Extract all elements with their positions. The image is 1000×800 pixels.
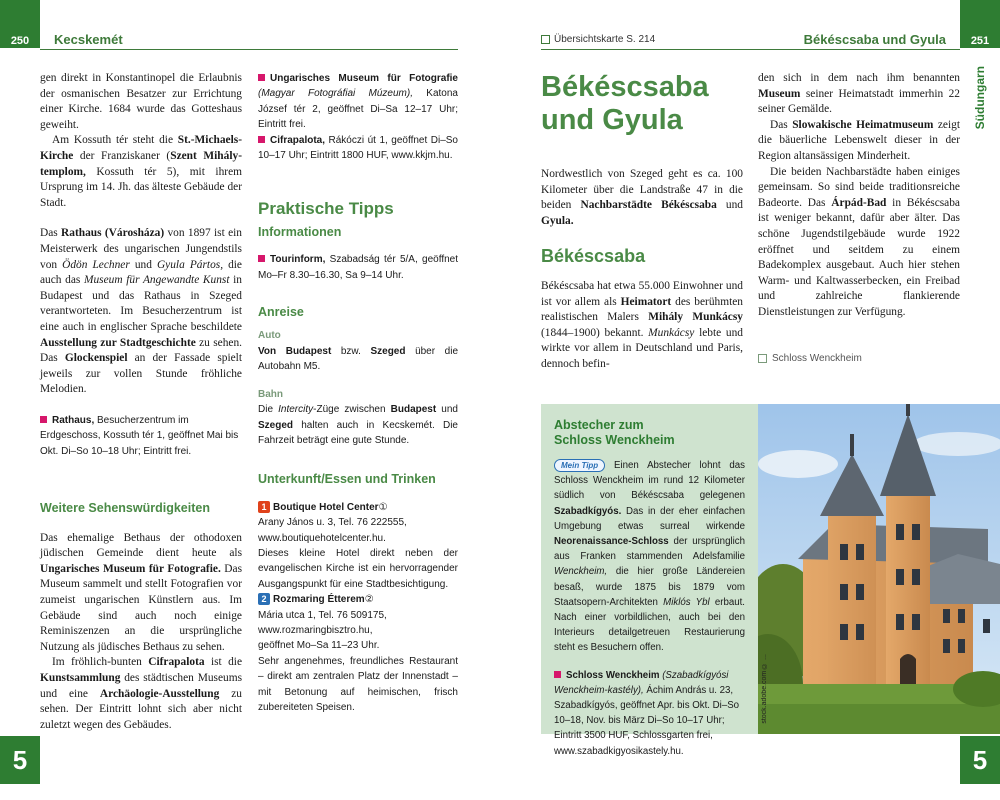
left-column-2 — [258, 71, 458, 715]
hotel-description: Dieses kleine Hotel direkt neben der evangelischen Kirche ist ein hervorragender Ausgangspunkt für eine Stadtbesichtigung. — [258, 547, 458, 590]
left-column-1 — [40, 71, 242, 733]
right-column-1 — [541, 71, 743, 373]
paragraph: Das Slowakische Heimatmuseum zeigt die bäuerliche Lebenswelt dieser in der Region altansässigen Minderheit. — [758, 118, 960, 162]
chapter-number: 5 — [12, 744, 28, 775]
heading-bekescsaba: Békéscsaba — [541, 246, 646, 267]
heading-weitere: Weitere Sehenswürdigkeiten — [40, 501, 210, 516]
info-cifra: Cifrapalota, Rákóczi út 1, geöffnet Di–So 10–17 Uhr; Eintritt 1800 HUF, www.kkjm.hu. — [258, 134, 458, 162]
bullet-icon — [554, 671, 561, 678]
right-column-2 — [758, 71, 960, 366]
paragraph: Die beiden Nachbarstädte haben einiges gemeinsam. So sind beide traditionsreiche Badeorte. Das Árpád-Bad in Békéscsaba ist weniger bekannt, dafür aber älter. Das schöne Jugendstilgebäude wurde 1922 eröffnet und seitdem zu einem Badekomplex ausgebaut. Auch hier stehen Warm- und Kaltwasserbecken, ein Freibad und zahlreiche flankierende Dienstleistungen zur Verfügung. — [758, 165, 960, 318]
heading-unterkunft: Unterkunft/Essen und Trinken — [258, 472, 436, 487]
tip-text: Mein Tipp Einen Abstecher lohnt das Schloss Wenckheim im rund 12 Kilometer südlich von Békéscsaba gelegenen Szabadkígyós. Das in der eher einfachen Umgebung etwas surreal wirkende Neorenaissance-Schloss der ursprünglich aus Franken stammenden Adelsfamilie Wenckheim, die hier große Ländereien besaß, wurde 1875 bis 1879 vom Staatsopern-Architekten Miklós Ybl erbaut. Nach einer vorbildlichen, auch bei den Interieurs detailgetreuen Restaurierung steht es Besuchern offen. — [554, 460, 745, 654]
bullet-icon — [258, 74, 265, 81]
map-icon — [541, 35, 550, 44]
hotel-name: Boutique Hotel Center — [273, 501, 379, 513]
opening-hours: geöffnet Mo–Sa 11–23 Uhr. — [258, 640, 380, 652]
website-link[interactable]: www.rozmaringbisztro.hu, — [258, 624, 373, 636]
heading-praktische-tipps: Praktische Tipps — [258, 199, 394, 219]
paragraph: Békéscsaba hat etwa 55.000 Einwohner und ist vor allem als Heimatort des berühmten realistischen Malers Mihály Munkácsy (1844–1900) bekannt. Munkácsy lebte und wirkte vor allem in Deutschland und Paris, dennoch befin- — [541, 279, 743, 370]
photo-caption — [758, 351, 960, 367]
castle-illustration — [758, 404, 1000, 734]
page-title — [541, 71, 743, 137]
paragraph: Am Kossuth tér steht die St.-Michaels-Kirche der Franziskaner (Szent Mihály-templom, Kossuth tér 5), mit ihrem Ursprung im 14. Jh. das älteste Gebäude der Stadt. — [40, 134, 242, 209]
map-marker-1: 1 — [258, 501, 270, 513]
info-rathaus: Rathaus, Besucherzentrum im Erdgeschoss, Kossuth tér 1, geöffnet Mai bis Okt. Di–So 10–18 Uhr; Eintritt frei. — [40, 414, 239, 457]
tip-title-line-1: Abstecher zum — [554, 418, 644, 432]
caption-text: Schloss Wenckheim — [772, 352, 862, 364]
header-rule-left — [40, 49, 458, 50]
bullet-icon — [40, 416, 47, 423]
region-side-tab — [960, 48, 1000, 148]
running-head-left: Kecskemét — [54, 32, 123, 47]
restaurant-name: Rozmaring Étterem — [273, 594, 365, 606]
info-tourinform: Tourinform, Szabadság tér 5/A, geöffnet Mo–Fr 8.30–16.30, Sa 9–14 Uhr. — [258, 254, 458, 281]
heading-informationen: Informationen — [258, 224, 342, 239]
chapter-tab-right — [960, 736, 1000, 784]
bullet-icon — [258, 136, 265, 143]
tip-info: Schloss Wenckheim (Szabadkígyósi Wenckheim-kastély), Áchim András u. 23, Szabadkígyós, geöffnet Apr. bis Okt. Di–So 10–18, Nov. bis März Di–So 10–17 Uhr; Eintritt 3500 HUF, Schlossgarten frei, www.szabadkigyosikastely.hu. — [554, 669, 740, 757]
title-line-2: und Gyula — [541, 104, 683, 136]
website-link[interactable]: www.boutiquehotelcenter.hu. — [258, 532, 386, 544]
photo-credit: stock.adobe.com © ... — [761, 654, 768, 724]
paragraph: gen direkt in Konstantinopel die Erlaubnis der osmanischen Besatzer zur Errichtung einer Kirche. 1684 wurde das Gotteshaus geweiht. — [40, 72, 242, 131]
info-museum: Ungarisches Museum für Fotografie (Magyar Fotográfiai Múzeum), Katona József tér 2, geöffnet Di–Sa 12–17 Uhr; Eintritt frei. — [258, 73, 458, 131]
map-marker-2: 2 — [258, 593, 270, 605]
heading-anreise: Anreise — [258, 305, 304, 320]
map-reference-link[interactable] — [541, 34, 655, 45]
mein-tipp-badge: Mein Tipp — [554, 459, 605, 472]
chapter-number: 5 — [972, 744, 988, 775]
paragraph: Das ehemalige Bethaus der othodoxen jüdischen Gemeinde dient heute als Ungarisches Museum für Fotografie. Das Museum sammelt und stellt Fotografien vor zumeist ungarischen Künstlern aus. Im Gebäude sind auch noch einige Reminiszenzen an die ursprüngliche Nutzung als jüdisches Bethaus zu sehen. — [40, 531, 243, 653]
page-number-left — [0, 0, 40, 48]
map-reference-text: Übersichtskarte S. 214 — [554, 34, 656, 45]
paragraph: den sich in dem nach ihm benannten Museum seiner Heimatstadt immerhin 22 seiner Gemälde. — [758, 72, 960, 116]
running-head-right: Békéscsaba und Gyula — [803, 32, 946, 47]
region-label: Südungarn — [973, 66, 987, 130]
header-rule-right — [541, 49, 960, 50]
photo-pointer-icon — [758, 354, 767, 363]
title-line-1: Békéscsaba — [541, 71, 709, 103]
page-number-right — [960, 0, 1000, 48]
label-bahn: Bahn — [258, 388, 283, 400]
label-auto: Auto — [258, 330, 281, 342]
price-marker: ② — [364, 594, 374, 606]
paragraph: Im fröhlich-bunten Cifrapalota ist die Kunstsammlung des städtischen Museums und eine Archäologie-Ausstellung zu sehen. Der Eintritt lohnt sich aber nicht zuletzt wegen des Gebäudes. — [40, 656, 242, 731]
bullet-icon — [258, 255, 265, 262]
auto-text: Von Budapest bzw. Szeged über die Autobahn M5. — [258, 345, 459, 373]
restaurant-entry-2 — [258, 592, 458, 715]
address-line: Arany János u. 3, Tel. 76 222555, — [258, 517, 407, 529]
tip-box-title — [554, 418, 745, 448]
price-marker: ① — [378, 501, 388, 513]
page-number-text: 251 — [970, 35, 990, 47]
paragraph: Das Rathaus (Városháza) von 1897 ist ein Meisterwerk des ungarischen Jungendstils von Ödön Lechner und Gyula Pártos, die auch das Museum für Angewandte Kunst in Budapest und das Rathaus in Szeged verantworteten. Im Besucherzentrum ist eine auch in englischer Sprache beschildete Ausstellung zur Stadtgeschichte zu sehen. Das Glockenspiel an der Fassade spielt jeweils zur vollen Stunde fröhliche Melodien. — [40, 227, 243, 396]
page-number-text: 250 — [10, 35, 30, 47]
restaurant-description: Sehr angenehmes, freundliches Restaurant – direkt am zentralen Platz der Innenstadt – mit Betonung auf heimischen, frisch zubereiteten Speisen. — [258, 655, 458, 713]
tip-title-line-2: Schloss Wenckheim — [554, 433, 675, 447]
tip-box — [541, 404, 758, 757]
intro-paragraph: Nordwestlich von Szeged geht es ca. 100 Kilometer über die Landstraße 47 in die beiden Nachbarstädte Békéscsaba und Gyula. — [541, 168, 743, 227]
bahn-text: Die Intercity-Züge zwischen Budapest und Szeged halten auch in Kecskemét. Die Fahrzeit beträgt eine gute Stunde. — [258, 404, 458, 446]
address-line: Mária utca 1, Tel. 76 509175, — [258, 609, 387, 621]
chapter-tab-left — [0, 736, 40, 784]
castle-photo — [758, 404, 1000, 734]
hotel-entry-1 — [258, 500, 458, 592]
